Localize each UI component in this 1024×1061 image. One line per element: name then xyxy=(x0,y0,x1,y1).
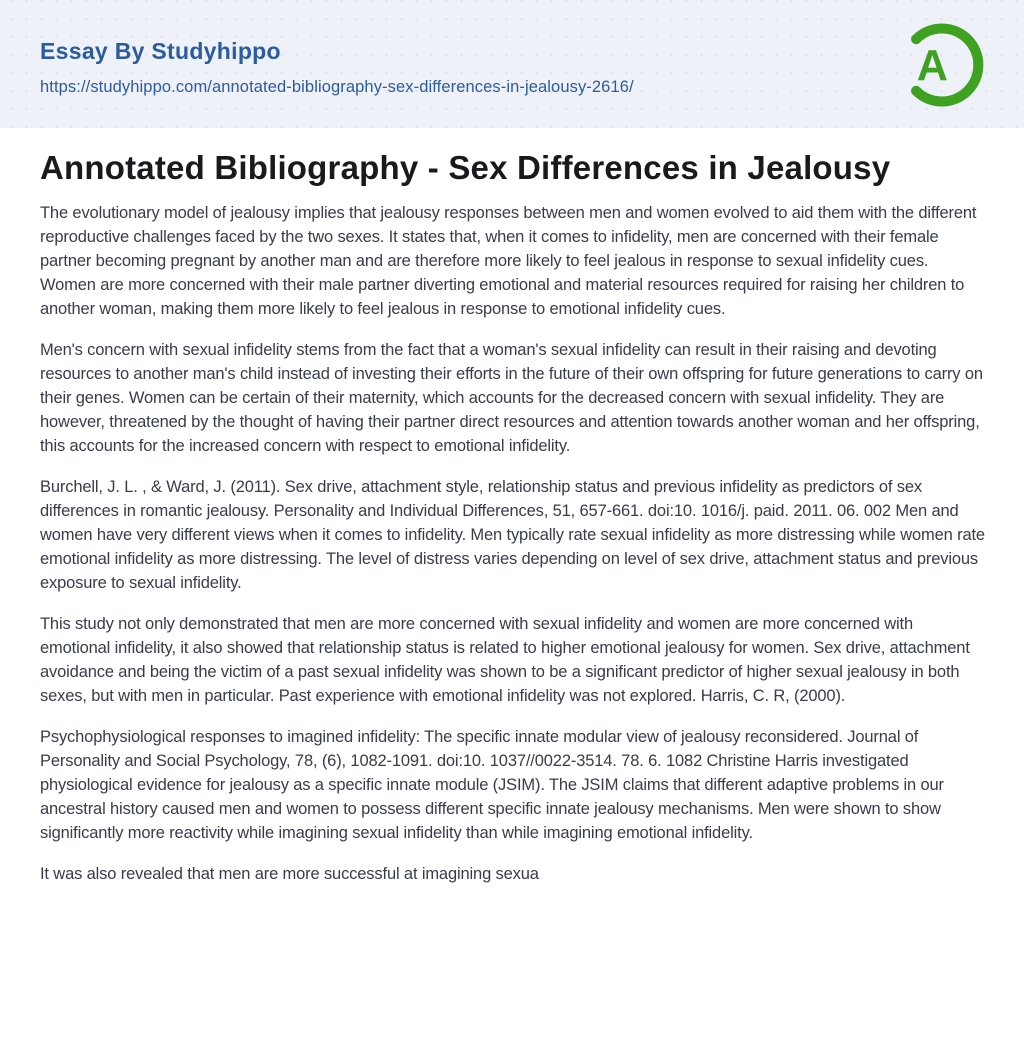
essay-paragraph-1: The evolutionary model of jealousy implies that jealousy responses between men and women evolved to aid them with the different reproductive challenges faced by the two sexes. It states that, when it comes to infidelity, men are concerned with their female partner becoming pregnant by another man and are therefore more likely to feel jealous in response to sexual infidelity cues. Women are more concerned with their male partner diverting emotional and material resources required for raising her children to another woman, making them more likely to feel jealous in response to emotional infidelity cues. xyxy=(40,204,977,318)
essay-paragraph-5: Psychophysiological responses to imagined infidelity: The specific innate modular view of jealousy reconsidered. Journal of Personality and Social Psychology, 78, (6), 1082-1091. doi:10. 1037//0022-3514. 78. 6. 1082 Christine Harris investigated physiological evidence for jealousy as a specific innate module (JSIM). The JSIM claims that different adaptive problems in our ancestral history caused men and women to possess different specific innate jealousy mechanisms. Men were shown to show significantly more reactivity while imagining sexual infidelity than while imagining emotional infidelity. xyxy=(40,728,944,842)
essay-content xyxy=(0,128,1024,943)
essay-paragraph-3: Burchell, J. L. , & Ward, J. (2011). Sex drive, attachment style, relationship status and previous infidelity as predictors of sex differences in romantic jealousy. Personality and Individual Differences, 51, 657-661. doi:10. 1016/j. paid. 2011. 06. 002 Men and women have very different views when it comes to infidelity. Men typically rate sexual infidelity as more distressing while women rate emotional infidelity as more distressing. The level of distress varies depending on level of sex drive, attachment status and previous exposure to sexual infidelity. xyxy=(40,478,985,592)
essay-paragraph-2: Men's concern with sexual infidelity stems from the fact that a woman's sexual infidelity can result in their raising and devoting resources to another man's child instead of investing their efforts in the future of their own offspring for future generations to carry on their genes. Women can be certain of their maternity, which accounts for the decreased concern with sexual infidelity. They are however, threatened by the thought of having their partner direct resources and attention towards another woman and her offspring, this accounts for the increased concern with respect to emotional infidelity. xyxy=(40,341,983,455)
essay-paragraph-4: This study not only demonstrated that men are more concerned with sexual infidelity and women are more concerned with emotional infidelity, it also showed that relationship status is related to higher emotional jealousy for women. Sex drive, attachment avoidance and being the victim of a past sexual infidelity was shown to be a significant predictor of higher sexual jealousy in both sexes, but with men in particular. Past experience with emotional infidelity was not explored. Harris, C. R, (2000). xyxy=(40,615,970,705)
studyhippo-logo xyxy=(892,17,988,113)
header-text-block xyxy=(40,32,634,97)
page-header xyxy=(0,0,1024,128)
studyhippo-ring-a-icon xyxy=(892,17,988,113)
logo-letter: A xyxy=(916,41,948,90)
byline: Essay By Studyhippo xyxy=(40,37,281,64)
source-url-link[interactable]: https://studyhippo.com/annotated-bibliography-sex-differences-in-jealousy-2616/ xyxy=(40,77,634,96)
essay-paragraph-6: It was also revealed that men are more successful at imagining sexua xyxy=(40,865,539,883)
page-title: Annotated Bibliography - Sex Differences in Jealousy xyxy=(40,149,891,186)
